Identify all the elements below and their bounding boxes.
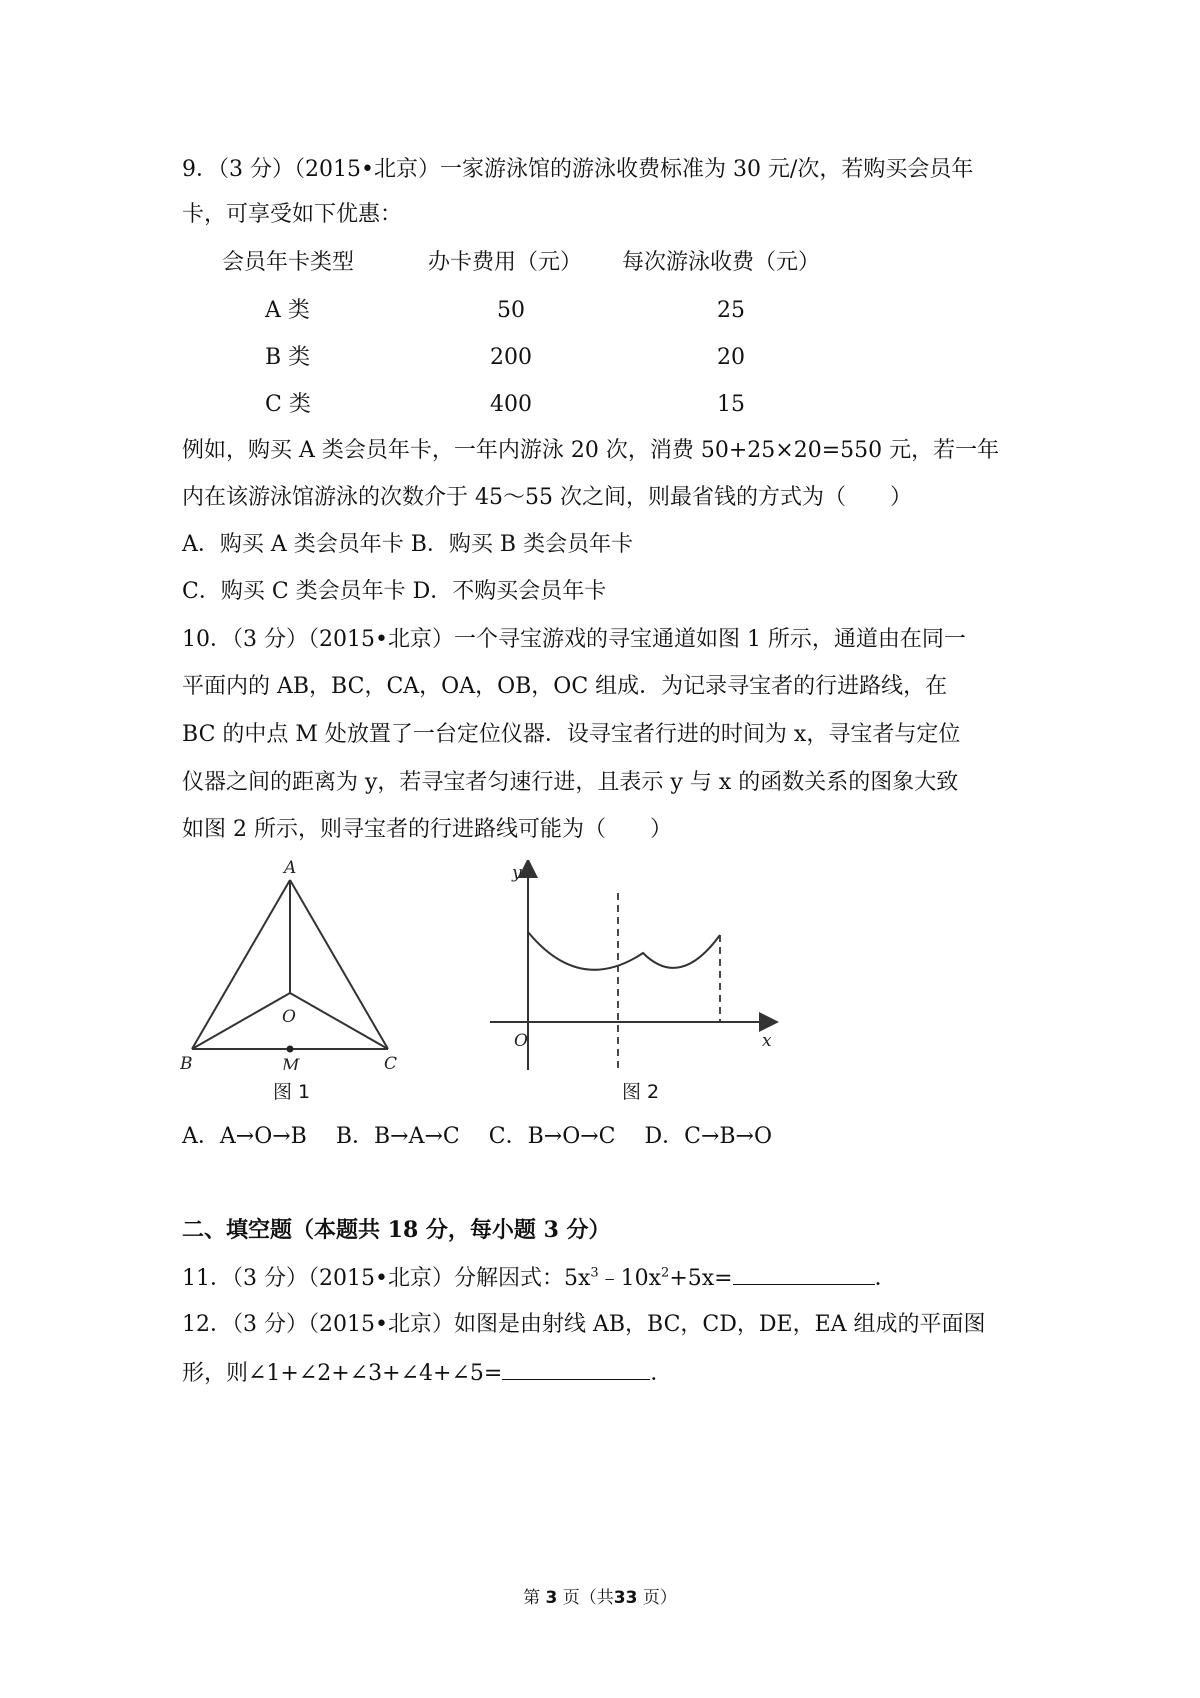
q11-exponent-2: 2 [661,1265,670,1281]
q11-mid: ﹣10x [598,1266,662,1291]
q9-line1: 9．（3 分）（2015•北京）一家游泳馆的游泳收费标准为 30 元/次，若购买会员年 [182,157,974,182]
q9-line2: 卡，可享受如下优惠： [182,202,403,227]
table-cell: 25 [717,298,745,323]
table-header: 办卡费用（元） [428,250,583,275]
label-b: B [180,1054,193,1070]
q11-line [182,1262,897,1294]
total-pages: 33 [613,1588,638,1608]
table-cell: B 类 [265,345,311,370]
segment-ob [192,993,290,1049]
label-o: O [282,1007,296,1027]
q9-options-cd: C．购买 C 类会员年卡 D．不购买会员年卡 [182,579,607,604]
label-origin: O [514,1031,528,1051]
table-cell: A 类 [265,298,310,323]
table-cell: 200 [490,345,532,370]
table-cell: 400 [490,392,532,417]
q10-line3: BC 的中点 M 处放置了一台定位仪器．设寻宝者行进的时间为 x，寻宝者与定位 [182,722,961,747]
q10-line5: 如图 2 所示，则寻宝者的行进路线可能为（ ） [182,817,672,842]
footer-middle: 页（共 [562,1588,614,1608]
q11-exponent-3: 3 [590,1265,599,1281]
q11-suffix: +5x= [669,1266,733,1291]
q12-line1: 12．（3 分）（2015•北京）如图是由射线 AB，BC，CD，DE，EA 组成的平面图 [182,1312,986,1337]
point-m [287,1046,294,1053]
q10-line4: 仪器之间的距离为 y，若寻宝者匀速行进，且表示 y 与 x 的函数关系的图象大致 [182,770,959,795]
label-x: x [762,1031,772,1051]
table-cell: 20 [717,345,745,370]
table-cell: 15 [717,392,745,417]
q9-line4: 内在该游泳馆游泳的次数介于 45～55 次之间，则最省钱的方式为（ ） [182,485,912,510]
answer-blank[interactable] [733,1262,875,1285]
table-header: 会员年卡类型 [222,250,355,275]
segment-ac [290,880,388,1049]
footer-suffix: 页） [642,1588,677,1608]
q12-end: ． [650,1361,673,1386]
segment-oc [290,993,388,1049]
figure-1-triangle [180,855,410,1070]
label-a: A [284,858,297,878]
section-title: 二、填空题（本题共 18 分，每小题 3 分） [182,1217,611,1243]
label-m: M [282,1056,300,1070]
label-c: C [384,1054,398,1070]
q10-line2: 平面内的 AB，BC，CA，OA，OB，OC 组成．为记录寻宝者的行进路线，在 [182,674,948,699]
q9-options-ab: A．购买 A 类会员年卡 B．购买 B 类会员年卡 [182,532,634,557]
function-curve [528,932,720,970]
figure-2-caption: 图 2 [622,1081,660,1103]
q9-line3: 例如，购买 A 类会员年卡，一年内游泳 20 次，消费 50+25×20=550 元，若一年 [182,438,1000,463]
q12-text: 形，则∠1+∠2+∠3+∠4+∠5= [182,1361,503,1386]
page-footer [0,1583,1200,1608]
q11-prefix: 11．（3 分）（2015•北京）分解因式：5x [182,1266,591,1291]
q12-line2 [182,1357,672,1389]
table-cell: 50 [497,298,525,323]
footer-prefix: 第 [523,1588,541,1608]
answer-blank[interactable] [502,1357,650,1380]
q10-line1: 10．（3 分）（2015•北京）一个寻宝游戏的寻宝通道如图 1 所示，通道由在同一 [182,627,966,652]
page-number: 3 [545,1588,558,1608]
table-cell: C 类 [265,392,311,417]
table-header: 每次游泳收费（元） [622,250,821,275]
q11-end: ． [874,1266,897,1291]
q10-options: A．A→O→B B．B→A→C C．B→O→C D．C→B→O [182,1124,773,1149]
figure-1-caption: 图 1 [273,1081,311,1103]
label-y: y [512,863,522,883]
segment-ab [192,880,290,1049]
figure-2-graph [490,860,780,1070]
